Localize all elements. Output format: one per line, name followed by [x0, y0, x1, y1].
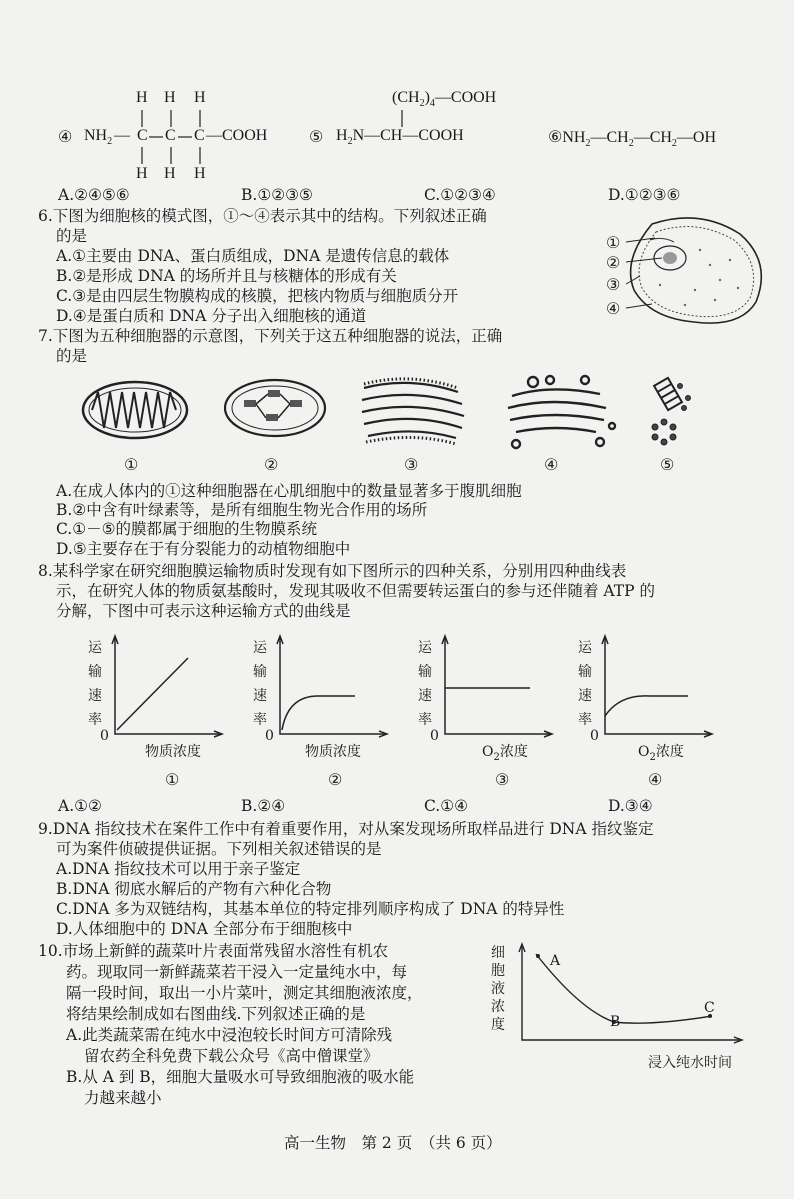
mitochondrion-icon: [83, 382, 187, 438]
point-b-label: B: [610, 1014, 621, 1030]
graph-4-curve: [605, 696, 688, 716]
chem-num: ④: [58, 129, 73, 146]
chem-h: H: [194, 89, 206, 106]
point-a: [536, 954, 540, 958]
question-stem: 药。现取同一新鲜蔬菜若干浸入一定量纯水中，每: [66, 963, 408, 981]
question-stem: 分解，下图中可表示这种运输方式的曲线是: [56, 602, 351, 620]
organelle-label-2: ②: [264, 457, 279, 474]
graph-origin: 0: [590, 728, 599, 744]
chem-main: $H_2N—CH—COOH$: [336, 127, 464, 148]
organelle-label-4: ④: [544, 457, 559, 474]
option-b[interactable]: B.从 A 到 B，细胞大量吸水可导致细胞液的吸水能: [66, 1068, 415, 1086]
graph-origin: 0: [100, 728, 109, 744]
option-b[interactable]: B.①②③⑤: [241, 186, 313, 204]
graph-4-number: ④: [648, 772, 663, 789]
option-b[interactable]: B.②中含有叶绿素等，是所有细胞生物光合作用的场所: [56, 501, 428, 519]
option-b[interactable]: B.DNA 彻底水解后的产物有六种化合物: [56, 880, 332, 898]
chem-main: $⑥NH_2—CH_2—CH_2—OH$: [548, 129, 717, 150]
question-stem: 9.DNA 指纹技术在案件工作中有着重要作用，对从案发现场所取样品进行 DNA 指纹鉴定: [38, 820, 654, 838]
graph-1-axes: [115, 638, 220, 734]
graph-3-xlabel: $O_2$浓度: [482, 744, 528, 763]
option-b-cont: 力越来越小: [84, 1089, 162, 1107]
graph-origin: 0: [430, 728, 439, 744]
graph-2-axes: [280, 638, 385, 734]
option-d[interactable]: D.③④: [608, 797, 653, 815]
chem-c: C: [165, 127, 176, 144]
label-4: ④: [606, 301, 621, 318]
cell-nucleus-diagram: [600, 210, 770, 330]
label-1: ①: [606, 235, 621, 252]
graph-4-ylabel: 运 输 速 率: [578, 640, 592, 728]
question-stem: 隔一段时间，取出一小片菜叶，测定其细胞液浓度，: [66, 984, 423, 1002]
option-b[interactable]: B.②④: [241, 797, 286, 815]
q10-xlabel: 浸入纯水时间: [648, 1055, 732, 1071]
question-stem: 8.某科学家在研究细胞膜运输物质时发现有如下图所示的四种关系，分别用四种曲线表: [38, 562, 627, 580]
option-c[interactable]: C.①－⑤的膜都属于细胞的生物膜系统: [56, 520, 318, 538]
chem-nh2: $NH_2$: [84, 127, 113, 148]
option-c[interactable]: C.DNA 多为双链结构，其基本单位的特定排列顺序构成了 DNA 的特异性: [56, 900, 565, 918]
graph-1-xlabel: 物质浓度: [145, 744, 201, 760]
graph-2-number: ②: [328, 772, 343, 789]
option-a[interactable]: A.①②: [58, 797, 102, 815]
question-stem: 的是: [56, 227, 88, 245]
organelle-diagrams: [0, 370, 794, 470]
option-c[interactable]: C.①④: [424, 797, 469, 815]
option-b[interactable]: B.②是形成 DNA 的场所并且与核糖体的形成有关: [56, 267, 397, 285]
page-footer: 高一生物 第 2 页 （共 6 页）: [284, 1134, 502, 1152]
option-a[interactable]: A.在成人体内的①这种细胞器在心肌细胞中的数量显著多于腹肌细胞: [56, 482, 522, 500]
graph-3-ylabel: 运 输 速 率: [418, 640, 432, 728]
chem-side: $(CH_2)_4—COOH$: [392, 89, 497, 110]
option-a[interactable]: A.DNA 指纹技术可以用于亲子鉴定: [56, 860, 301, 878]
graph-3-axes: [445, 638, 550, 734]
golgi-apparatus-icon: [508, 376, 615, 448]
chem-h: H: [194, 165, 206, 182]
option-c[interactable]: C.①②③④: [424, 186, 496, 204]
question-stem: 6.下图为细胞核的模式图，①～④表示其中的结构。下列叙述正确: [38, 207, 487, 225]
graph-1-curve: [117, 658, 188, 730]
label-3: ③: [606, 277, 621, 294]
option-c[interactable]: C.③是由四层生物膜构成的核膜，把核内物质与细胞质分开: [56, 287, 459, 305]
organelle-label-3: ③: [404, 457, 419, 474]
endoplasmic-reticulum-icon: [362, 379, 464, 444]
centrosome-icon: [652, 378, 691, 445]
graph-2-ylabel: 运 输 速 率: [253, 640, 267, 728]
option-d[interactable]: D.⑤主要存在于有分裂能力的动植物细胞中: [56, 540, 351, 558]
graph-origin: 0: [265, 728, 274, 744]
chem-num: ⑤: [309, 129, 324, 146]
organelle-label-5: ⑤: [660, 457, 675, 474]
option-a[interactable]: A.②④⑤⑥: [58, 186, 130, 204]
chem-tail: —COOH: [206, 127, 268, 144]
question-stem: 10.市场上新鲜的蔬菜叶片表面常残留水溶性有机农: [38, 942, 389, 960]
option-a[interactable]: A.此类蔬菜需在纯水中浸泡较长时间方可清除残: [66, 1026, 393, 1044]
label-2: ②: [606, 255, 621, 272]
graph-1-number: ①: [165, 772, 180, 789]
chem-c: C: [137, 127, 148, 144]
question-stem: 将结果绘制成如右图曲线.下列叙述正确的是: [66, 1005, 366, 1023]
chem-h: H: [136, 89, 148, 106]
option-a-cont: 留农药全科免费下载公众号《高中僧课堂》: [84, 1047, 379, 1065]
graph-4-axes: [605, 638, 710, 734]
graph-4-xlabel: $O_2$浓度: [638, 744, 684, 763]
option-d[interactable]: D.人体细胞中的 DNA 全部分布于细胞核中: [56, 920, 353, 938]
option-a[interactable]: A.①主要由 DNA、蛋白质组成，DNA 是遗传信息的载体: [56, 247, 450, 265]
graph-2-xlabel: 物质浓度: [305, 744, 361, 760]
point-a-label: A: [550, 953, 561, 969]
question-stem: 可为案件侦破提供证据。下列相关叙述错误的是: [56, 840, 382, 858]
question-stem: 7.下图为五种细胞器的示意图，下列关于这五种细胞器的说法，正确: [38, 327, 503, 345]
organelle-label-1: ①: [124, 457, 139, 474]
graph-2-curve: [282, 696, 355, 730]
point-c-label: C: [704, 1000, 715, 1016]
chem-bond: —: [114, 127, 130, 144]
chem-c: C: [194, 127, 205, 144]
chloroplast-icon: [225, 380, 325, 436]
chem-h: H: [164, 165, 176, 182]
graph-1-ylabel: 运 输 速 率: [88, 640, 102, 728]
q10-graph: [500, 940, 794, 1060]
question-stem: 的是: [56, 347, 88, 365]
chem-h: H: [164, 89, 176, 106]
question-stem: 示，在研究人体的物质氨基酸时，发现其吸收不但需要转运蛋白的参与还伴随着 ATP 的: [56, 582, 655, 600]
graph-3-number: ③: [495, 772, 510, 789]
q10-ylabel: 细 胞 液 浓 度: [491, 945, 505, 1033]
q10-curve: [536, 954, 712, 1023]
chem-h: H: [136, 165, 148, 182]
option-d[interactable]: D.④是蛋白质和 DNA 分子出入细胞核的通道: [56, 307, 367, 325]
option-d[interactable]: D.①②③⑥: [608, 186, 681, 204]
